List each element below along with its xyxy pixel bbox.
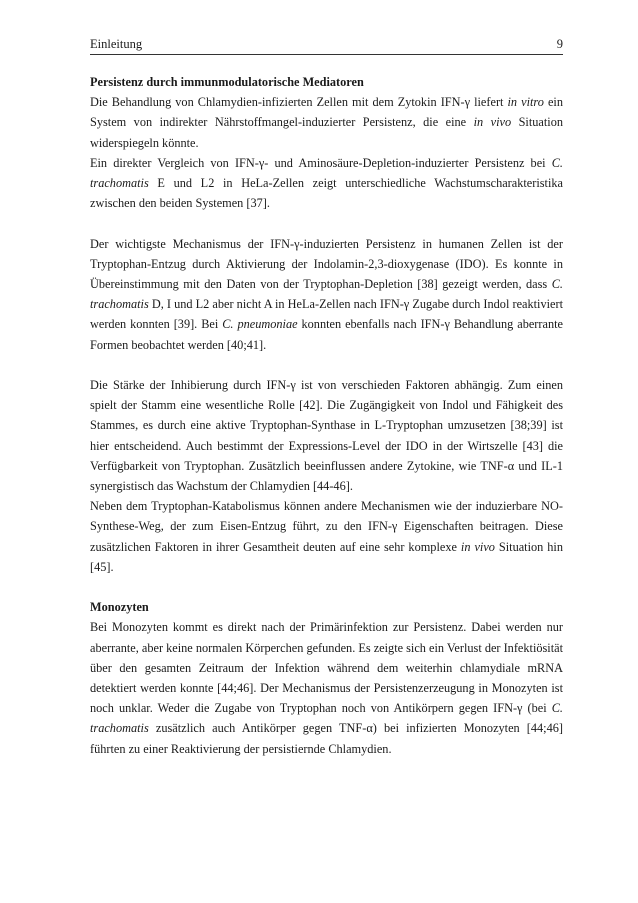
paragraph-gap bbox=[90, 355, 563, 375]
paragraph: Der wichtigste Mechanismus der IFN-γ-induzierten Persistenz in humanen Zellen ist der Tryptophan-Entzug durch Aktivierung der Indolamin-2,3-dioxygenase (IDO). Es konnte in Übereinstimmung mit den Daten von der Tryptophan-Depletion [38] gezeigt werden, dass C. trachomatis D, I und L2 aber nicht A in HeLa-Zellen nach IFN-γ Zugabe durch Indol reaktiviert werden konnten [39]. Bei C. pneumoniae konnten ebenfalls nach IFN-γ Behandlung aberrante Formen beobachtet werden [40;41]. bbox=[90, 236, 563, 352]
section-heading: Monozyten bbox=[90, 600, 149, 615]
running-header bbox=[90, 37, 563, 55]
page-number: 9 bbox=[556, 37, 563, 51]
paragraph: Bei Monozyten kommt es direkt nach der Primärinfektion zur Persistenz. Dabei werden nur aberrante, aber keine normalen Körperchen gefunden. Es zeigte sich ein Verlust der Infektiösität über den gesamten Zeitraum der Infektion während dem weiterhin chlamydiale mRNA detektiert werden konnte [44;46]. Der Mechanismus der Persistenzerzeugung in Monozyten ist noch unklar. Weder die Zugabe von Tryptophan noch von Antikörpern gegen IFN-γ (bei C. trachomatis zusätzlich auch Antikörper gegen TNF-α) bei infizierten Monozyten [44;46] führten zu einer Reaktivierung der persistiernde Chlamydien. bbox=[90, 620, 564, 756]
section-heading: Persistenz durch immunmodulatorische Mediatoren bbox=[90, 75, 364, 89]
paragraph: Neben dem Tryptophan-Katabolismus können andere Mechanismen wie der induzierbare NO-Synthese-Weg, der zum Eisen-Entzug führt, zu den IFN-γ Eigenschaften beitragen. Diese zusätzlichen Faktoren in ihrer Gesamtheit deuten auf eine sehr komplexe in vivo Situation hin [45]. bbox=[90, 499, 563, 574]
paragraph-gap bbox=[90, 213, 563, 233]
chapter-title: Einleitung bbox=[90, 37, 143, 51]
paragraph-gap bbox=[90, 577, 563, 597]
body-text bbox=[90, 72, 563, 759]
paragraph: Die Behandlung von Chlamydien-infizierten Zellen mit dem Zytokin IFN-γ liefert in vitro ein System von indirekter Nährstoffmangel-induzierter Persistenz, die eine in vivo Situation widerspiegeln könnte. bbox=[90, 95, 563, 150]
paragraph: Ein direkter Vergleich von IFN-γ- und Aminosäure-Depletion-induzierter Persistenz bei C. trachomatis E und L2 in HeLa-Zellen zeigt unterschiedliche Wachstumscharakteristika zwischen den beiden Systemen [37]. bbox=[90, 155, 563, 211]
paragraph: Die Stärke der Inhibierung durch IFN-γ ist von verschieden Faktoren abhängig. Zum einen spielt der Stamm eine wesentliche Rolle [42]. Die Zugängigkeit von Indol und Fähigkeit des Stammes, es durch eine aktive Tryptophan-Synthase in L-Tryptophan umzusetzen [38;39] ist hier entscheidend. Auch bestimmt der Expressions-Level der IDO in der Wirtszelle [43] die Verfügbarkeit von Tryptophan. Zusätzlich beeinflussen andere Zytokine, wie TNF-α und IL-1 synergistisch das Wachstum der Chlamydien [44-46]. bbox=[90, 378, 563, 494]
